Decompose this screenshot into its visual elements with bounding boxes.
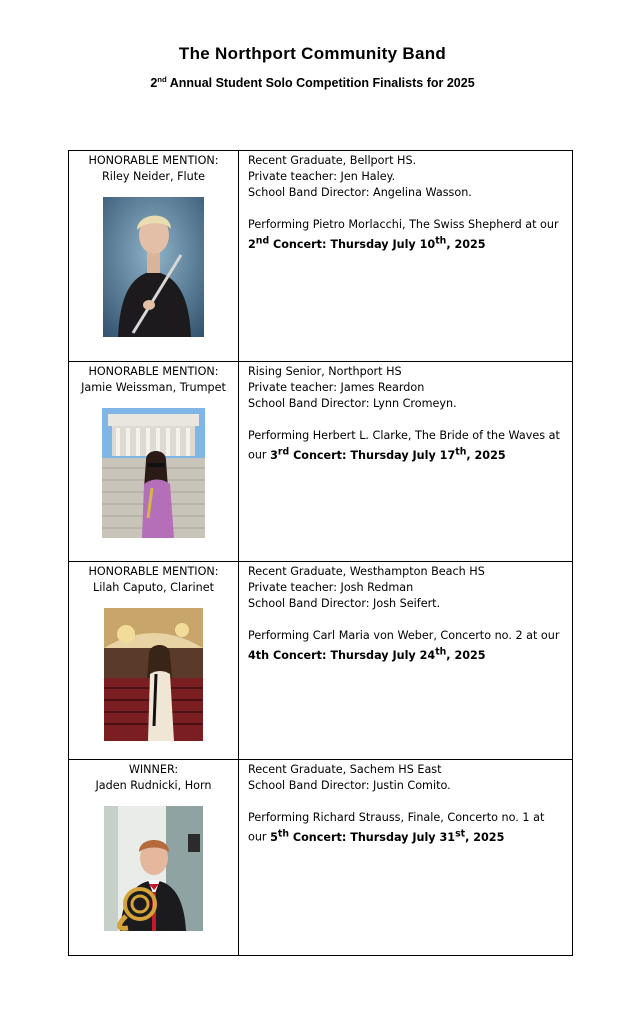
- subtitle-text: Annual Student Solo Competition Finalists for 2025: [166, 76, 475, 90]
- finalist-row: [69, 562, 573, 760]
- award-label: WINNER:: [128, 763, 179, 776]
- finalist-details-cell: [239, 562, 573, 760]
- performance-piece: Performing Richard Strauss, Finale, Concerto no. 1 at our: [248, 811, 545, 844]
- finalist-details-cell: [239, 760, 573, 956]
- finalist-name: Riley Neider, Flute: [101, 170, 205, 183]
- performance-piece: Performing Herbert L. Clarke, The Bride of the Waves at our: [248, 429, 560, 462]
- detail-line: School Band Director: Josh Seifert.: [248, 597, 441, 610]
- concert-date: 3rd Concert: Thursday July 17th, 2025: [270, 446, 506, 462]
- finalist-name: Jaden Rudnicki, Horn: [95, 779, 212, 792]
- finalist-identity-cell: [69, 760, 239, 956]
- detail-line: School Band Director: Angelina Wasson.: [248, 186, 472, 199]
- finalist-details-cell: [239, 362, 573, 562]
- detail-line: School Band Director: Lynn Cromeyn.: [248, 397, 457, 410]
- finalist-photo-clarinet: [104, 608, 203, 741]
- finalist-row: [69, 362, 573, 562]
- performance-info: [248, 628, 566, 664]
- finalist-name: Jamie Weissman, Trumpet: [81, 381, 226, 394]
- award-label: HONORABLE MENTION:: [88, 154, 219, 167]
- finalist-details-cell: [239, 151, 573, 362]
- concert-date: 5th Concert: Thursday July 31st, 2025: [270, 828, 505, 844]
- detail-line: Recent Graduate, Bellport HS.: [248, 154, 417, 167]
- finalist-row: [69, 151, 573, 362]
- concert-date: 4th Concert: Thursday July 24th, 2025: [248, 646, 486, 662]
- finalist-identity-cell: [69, 562, 239, 760]
- finalist-photo-trumpet: [102, 408, 205, 538]
- page-title: The Northport Community Band: [178, 44, 447, 63]
- performance-piece: Performing Pietro Morlacchi, The Swiss Shepherd at our: [248, 218, 559, 231]
- finalist-name: Lilah Caputo, Clarinet: [93, 581, 214, 594]
- detail-line: Recent Graduate, Westhampton Beach HS: [248, 565, 485, 578]
- detail-line: Private teacher: Jen Haley.: [248, 170, 396, 183]
- finalist-photo-horn: [104, 806, 203, 931]
- performance-info: [248, 428, 566, 464]
- performance-piece: Performing Carl Maria von Weber, Concerto no. 2 at our: [248, 629, 560, 642]
- concert-date: 2nd Concert: Thursday July 10th, 2025: [248, 235, 486, 251]
- performance-info: [248, 217, 566, 253]
- detail-line: Rising Senior, Northport HS: [248, 365, 402, 378]
- detail-line: Private teacher: Josh Redman: [248, 581, 414, 594]
- finalist-identity-cell: [69, 362, 239, 562]
- award-label: HONORABLE MENTION:: [88, 565, 219, 578]
- detail-line: Recent Graduate, Sachem HS East: [248, 763, 442, 776]
- page-subtitle: [0, 76, 625, 90]
- subtitle-ordinal-suffix: nd: [157, 74, 167, 84]
- detail-line: Private teacher: James Reardon: [248, 381, 425, 394]
- finalist-identity-cell: [69, 151, 239, 362]
- finalist-photo-flute: [103, 197, 204, 337]
- subtitle-ordinal: 2: [150, 76, 158, 90]
- detail-line: School Band Director: Justin Comito.: [248, 779, 451, 792]
- finalist-row: [69, 760, 573, 956]
- award-label: HONORABLE MENTION:: [88, 365, 219, 378]
- performance-info: [248, 810, 566, 846]
- finalists-table: [68, 150, 573, 956]
